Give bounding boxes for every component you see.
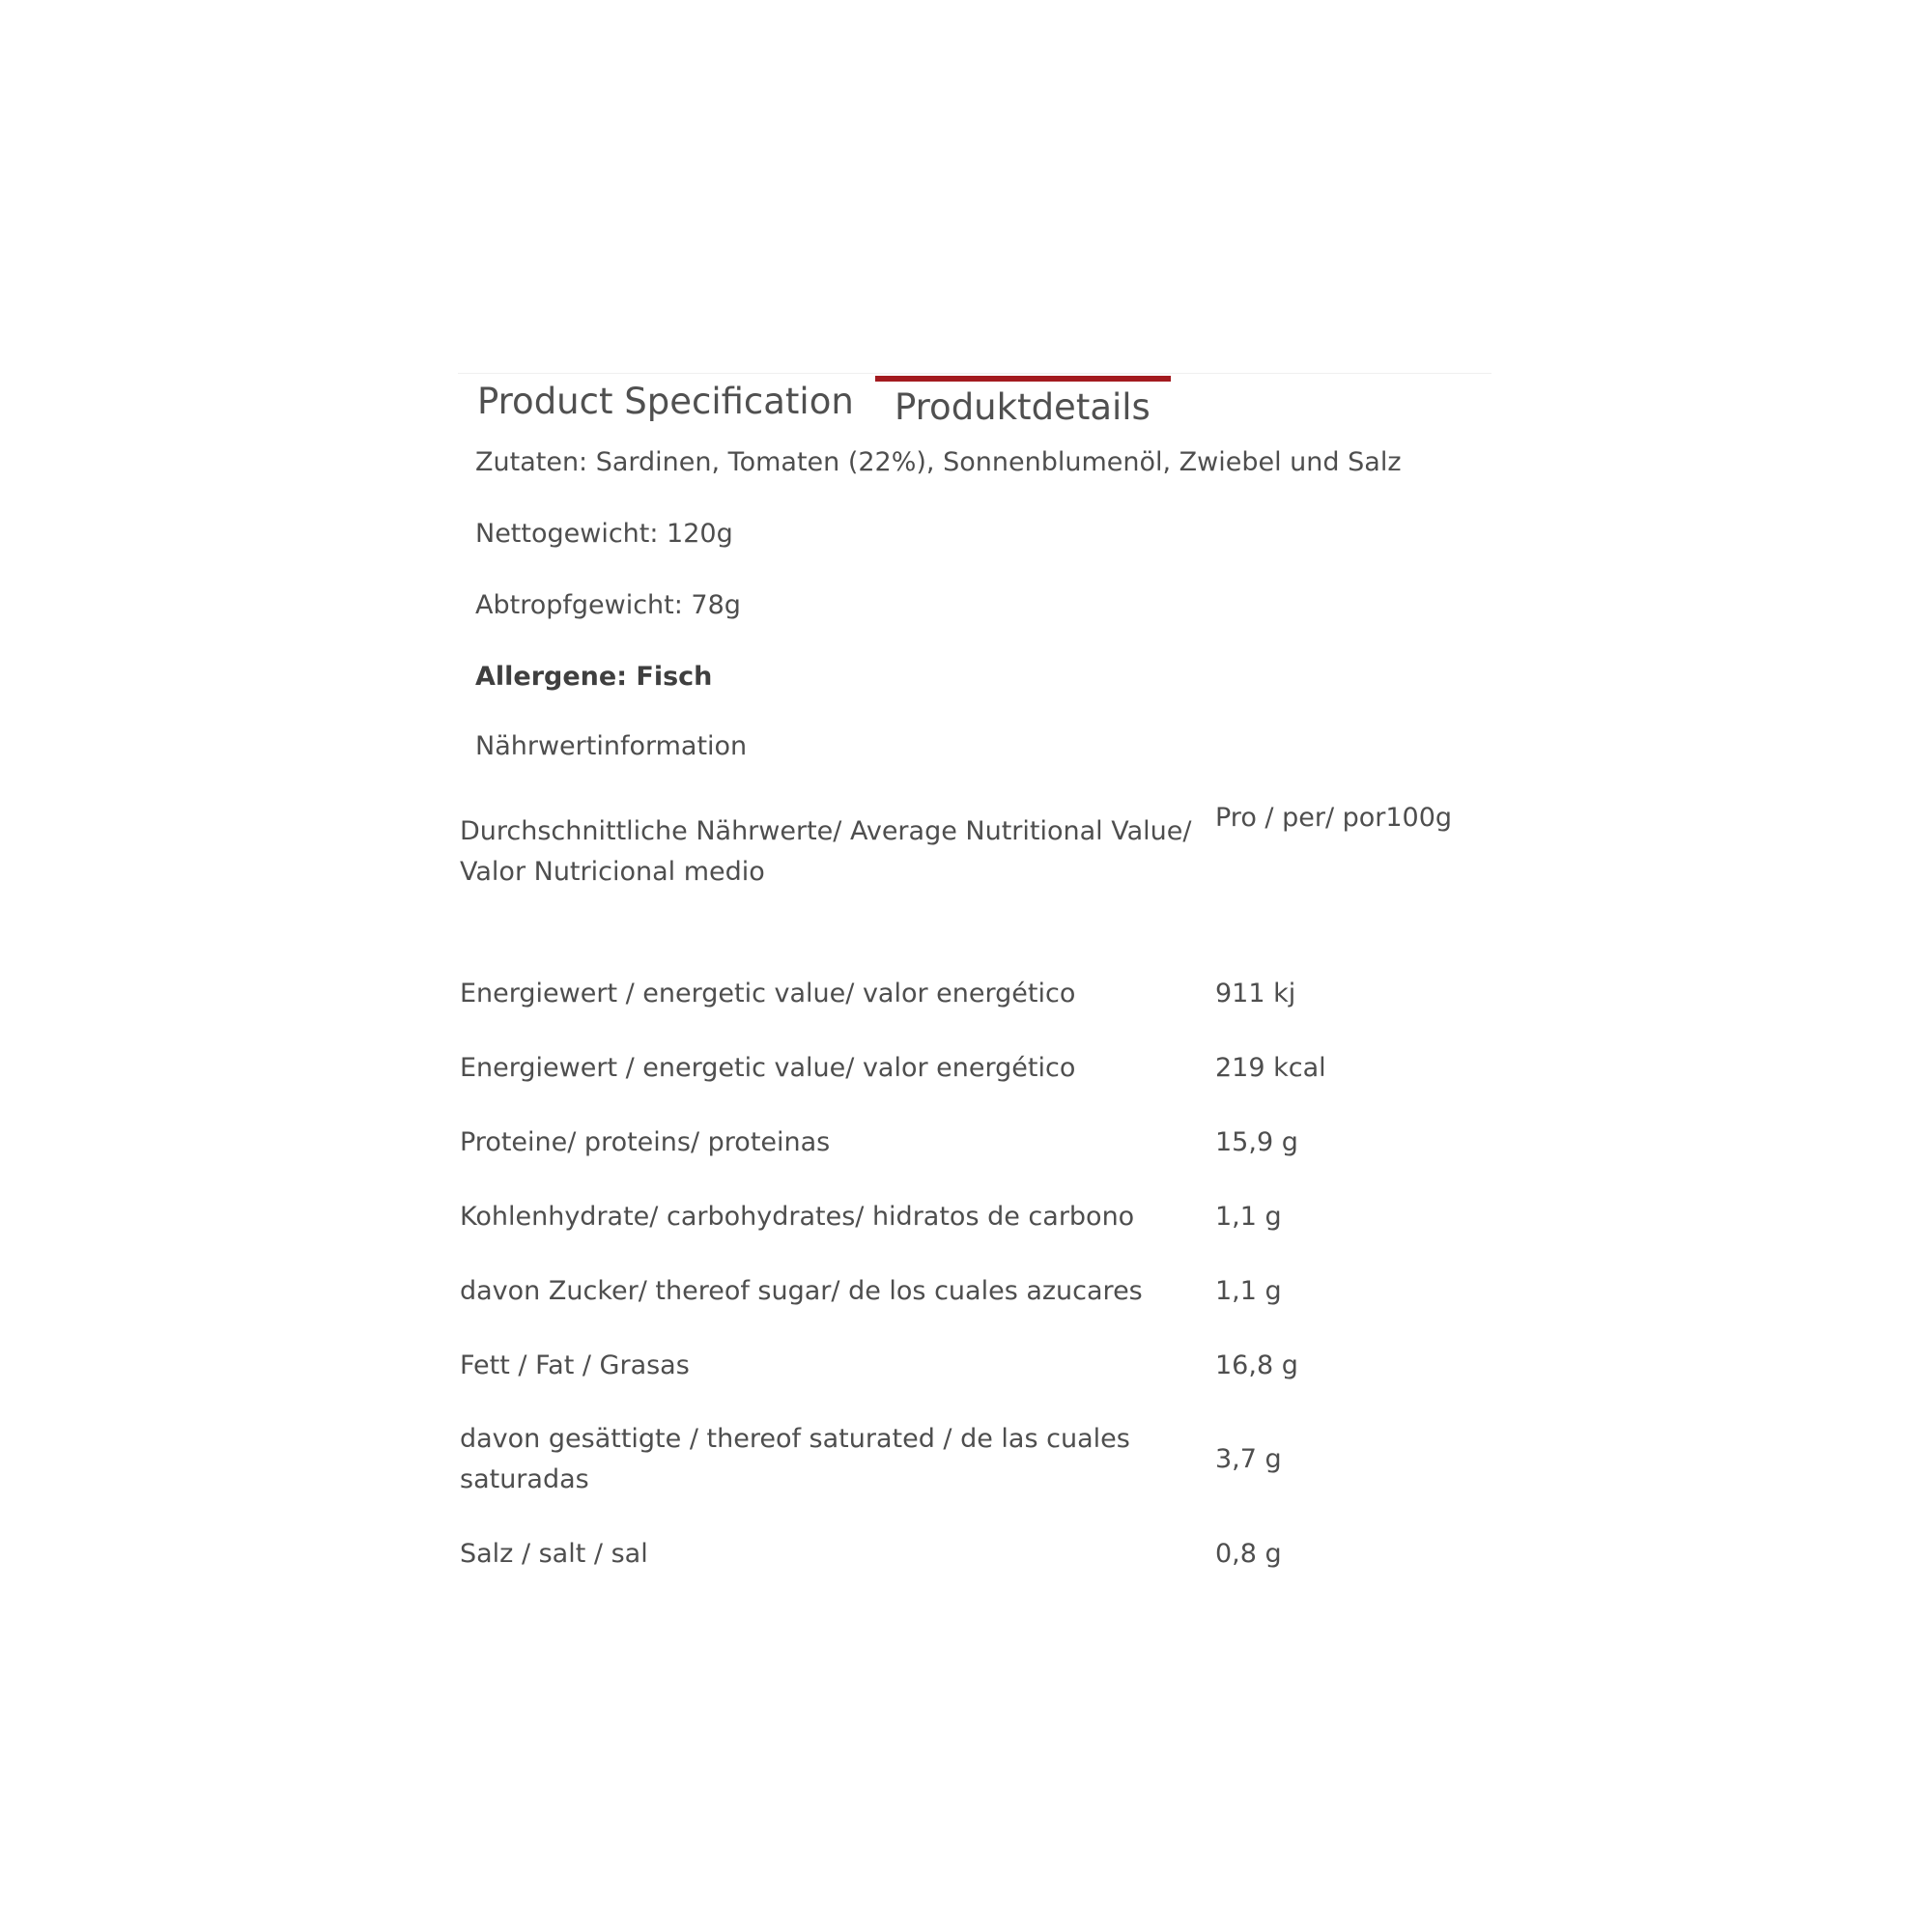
nutrient-value: 1,1 g bbox=[1215, 1275, 1282, 1306]
nutrient-label: Energiewert / energetic value/ valor energético bbox=[460, 978, 1076, 1009]
nutrient-value: 15,9 g bbox=[1215, 1126, 1298, 1157]
nutrition-header-row bbox=[460, 796, 1476, 956]
nutrition-heading: Nährwertinformation bbox=[475, 731, 748, 761]
tab-bar bbox=[458, 373, 1492, 431]
table-row bbox=[460, 1517, 1476, 1591]
table-row bbox=[460, 956, 1476, 1031]
allergens-text: Allergene: Fisch bbox=[475, 662, 713, 692]
tab-content-produktdetails bbox=[458, 444, 1492, 765]
table-row bbox=[460, 1328, 1476, 1403]
net-weight-text: Nettogewicht: 120g bbox=[475, 519, 733, 549]
nutrient-value: 911 kj bbox=[1215, 978, 1296, 1009]
ingredients-text: Zutaten: Sardinen, Tomaten (22%), Sonnenblumenöl, Zwiebel und Salz bbox=[475, 447, 1402, 477]
drained-weight-text: Abtropfgewicht: 78g bbox=[475, 590, 741, 620]
nutrition-header-label: Durchschnittliche Nährwerte/ Average Nutritional Value/ Valor Nutricional medio bbox=[460, 816, 1192, 887]
nutrient-label: Salz / salt / sal bbox=[460, 1538, 648, 1569]
nutrient-label: davon Zucker/ thereof sugar/ de los cuales azucares bbox=[460, 1275, 1143, 1306]
nutrient-label: Energiewert / energetic value/ valor energético bbox=[460, 1052, 1076, 1083]
table-row bbox=[460, 1031, 1476, 1105]
nutrition-table bbox=[460, 796, 1476, 1591]
nutrient-value: 219 kcal bbox=[1215, 1052, 1326, 1083]
nutrient-value: 1,1 g bbox=[1215, 1201, 1282, 1232]
nutrient-label: Proteine/ proteins/ proteinas bbox=[460, 1126, 831, 1157]
nutrient-value: 0,8 g bbox=[1215, 1538, 1282, 1569]
tab-produktdetails[interactable]: Produktdetails bbox=[875, 376, 1171, 434]
nutrient-label: davon gesättigte / thereof saturated / de las cuales saturadas bbox=[460, 1424, 1130, 1494]
table-row bbox=[460, 1254, 1476, 1328]
tab-product-specification[interactable]: Product Specification bbox=[477, 381, 854, 422]
nutrient-value: 16,8 g bbox=[1215, 1350, 1298, 1380]
table-row bbox=[460, 1179, 1476, 1254]
product-tabs-panel bbox=[458, 373, 1492, 1591]
nutrient-label: Kohlenhydrate/ carbohydrates/ hidratos de carbono bbox=[460, 1201, 1135, 1232]
nutrient-value: 3,7 g bbox=[1215, 1444, 1282, 1474]
table-row bbox=[460, 1403, 1476, 1517]
nutrition-header-value: Pro / per/ por100g bbox=[1215, 803, 1453, 833]
nutrient-label: Fett / Fat / Grasas bbox=[460, 1350, 690, 1380]
table-row bbox=[460, 1105, 1476, 1179]
